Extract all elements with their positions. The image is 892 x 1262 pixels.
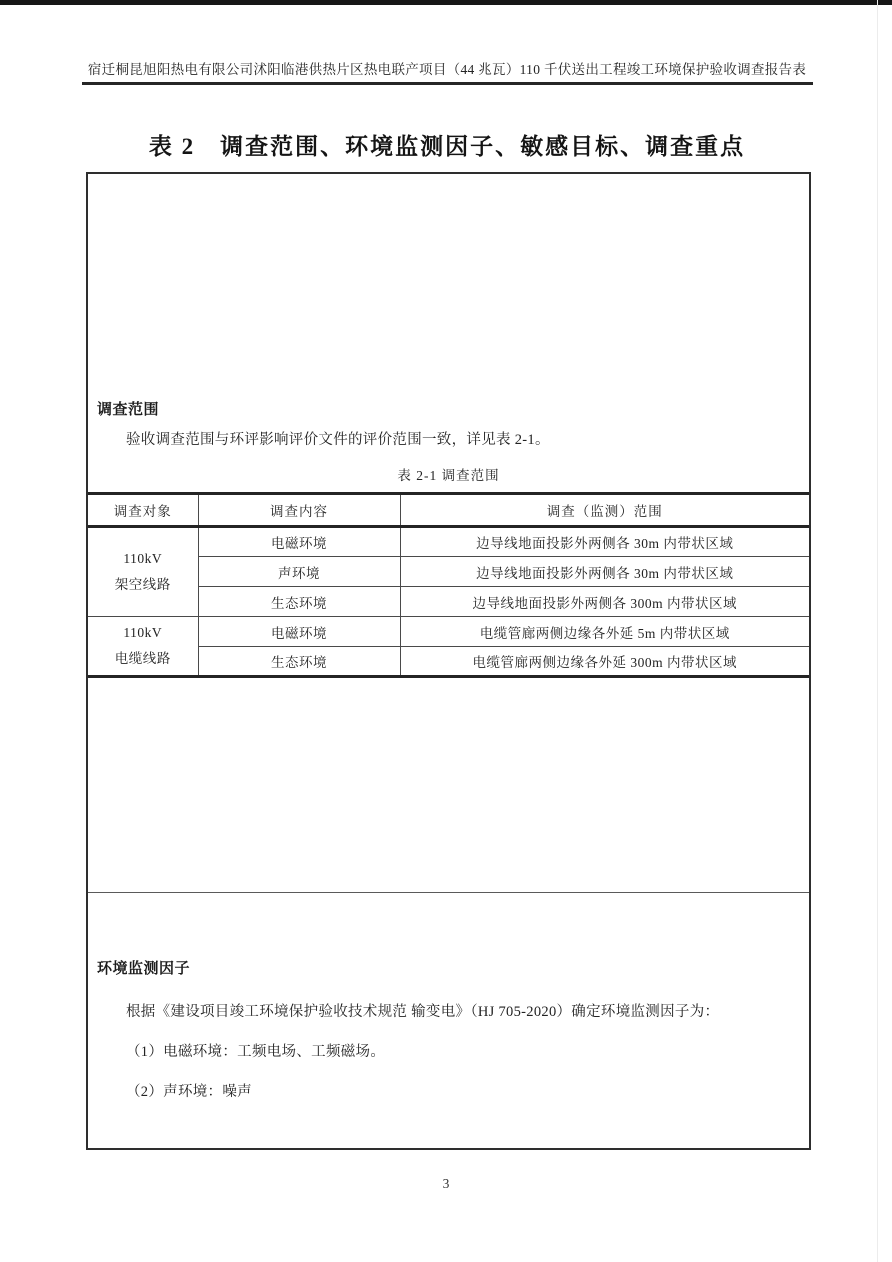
page-number: 3 xyxy=(442,1176,450,1191)
cell-survey-content: 电磁环境 xyxy=(198,527,400,557)
monitoring-item-1: （1）电磁环境：工频电场、工频磁场。 xyxy=(126,1044,386,1060)
section-divider xyxy=(88,892,809,893)
table-row xyxy=(88,527,809,557)
table-header-content: 调查内容 xyxy=(198,494,400,527)
survey-object-line: 110kV xyxy=(123,625,163,641)
scope-table xyxy=(88,492,809,678)
scope-table-body xyxy=(88,527,809,677)
table-header-object: 调查对象 xyxy=(88,494,198,527)
cell-survey-content: 声环境 xyxy=(198,557,400,587)
monitoring-factors-heading: 环境监测因子 xyxy=(97,961,191,977)
scan-top-strip xyxy=(0,0,892,5)
survey-object-line: 110kV xyxy=(123,551,163,567)
table-row xyxy=(88,617,809,647)
table-header-range: 调查（监测）范围 xyxy=(400,494,809,527)
cell-survey-content: 电磁环境 xyxy=(198,617,400,647)
header-rule xyxy=(82,82,813,85)
survey-object-line: 电缆线路 xyxy=(114,651,171,666)
survey-scope-paragraph: 验收调查范围与环评影响评价文件的评价范围一致，详见表 2-1。 xyxy=(126,432,550,448)
scan-edge-line xyxy=(877,0,878,1262)
cell-survey-content: 生态环境 xyxy=(198,587,400,617)
scope-table-caption: 表 2-1 调查范围 xyxy=(397,468,500,483)
table-header-row xyxy=(88,494,809,527)
page-title: 表 2 调查范围、环境监测因子、敏感目标、调查重点 xyxy=(148,134,746,159)
scope-table-head xyxy=(88,494,809,527)
survey-object-line: 架空线路 xyxy=(114,577,171,592)
document-header-title: 宿迁桐昆旭阳热电有限公司沭阳临港供热片区热电联产项目（44 兆瓦）110 千伏送出工程竣工环境保护验收调查报告表 xyxy=(87,62,807,77)
cell-survey-range: 边导线地面投影外两侧各 30m 内带状区域 xyxy=(400,557,809,587)
cell-survey-range: 电缆管廊两侧边缘各外延 5m 内带状区域 xyxy=(400,617,809,647)
cell-survey-range: 电缆管廊两侧边缘各外延 300m 内带状区域 xyxy=(400,647,809,677)
cell-survey-object xyxy=(88,527,198,617)
cell-survey-range: 边导线地面投影外两侧各 300m 内带状区域 xyxy=(400,587,809,617)
monitoring-basis-paragraph: 根据《建设项目竣工环境保护验收技术规范 输变电》（HJ 705-2020）确定环境监测因子为： xyxy=(126,1004,720,1020)
monitoring-item-2: （2）声环境：噪声 xyxy=(126,1084,252,1100)
survey-scope-heading: 调查范围 xyxy=(97,402,160,418)
cell-survey-content: 生态环境 xyxy=(198,647,400,677)
cell-survey-range: 边导线地面投影外两侧各 30m 内带状区域 xyxy=(400,527,809,557)
cell-survey-object xyxy=(88,617,198,677)
content-box xyxy=(86,172,811,1150)
